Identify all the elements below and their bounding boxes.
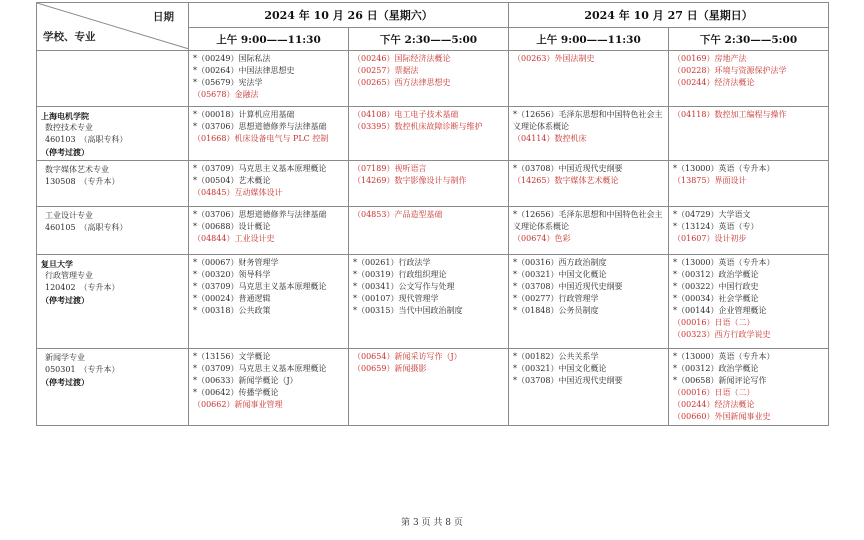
exam-course-practice: （00265）西方法律思想史 <box>353 78 451 87</box>
transition-note: （停考过渡） <box>41 377 89 387</box>
exam-course-practice: （03395）数控机床故障诊断与维护 <box>353 122 483 131</box>
session-header-d2-am: 上午 9:00——11:30 <box>509 28 669 51</box>
major-name: 工业设计专业 <box>45 211 93 220</box>
major-name: 行政管理专业 <box>45 271 93 280</box>
exam-session-cell <box>669 51 829 107</box>
exam-course-practice: （00246）国际经济法概论 <box>353 54 451 63</box>
exam-course: *（00067）财务管理学 <box>193 258 279 267</box>
exam-course-practice: （00674）色彩 <box>513 234 571 243</box>
exam-course: *（00341）公文写作与处理 <box>353 282 455 291</box>
exam-course: *（05679）宪法学 <box>193 78 263 87</box>
exam-session-cell <box>189 255 349 349</box>
exam-course: *（03709）马克思主义基本原理概论 <box>193 364 327 373</box>
major-name: 数字媒体艺术专业 <box>45 165 109 174</box>
exam-session-cell <box>669 349 829 426</box>
exam-course: *（03706）思想道德修养与法律基础 <box>193 122 327 131</box>
exam-course: *（03706）思想道德修养与法律基础 <box>193 210 327 219</box>
exam-course: *（12656）毛泽东思想和中国特色社会主义理论体系概论 <box>513 110 663 131</box>
exam-course-practice: （00257）票据法 <box>353 66 419 75</box>
exam-course-practice: （00016）日语（二） <box>673 318 755 327</box>
corner-school-label: 学校、专业 <box>43 31 96 43</box>
major-code-level: 460103 （高职专科） <box>45 135 128 144</box>
exam-course: *（00322）中国行政史 <box>673 282 759 291</box>
exam-course-practice: （00263）外国法制史 <box>513 54 595 63</box>
exam-course-practice: （01668）机床设备电气与 PLC 控制 <box>193 134 329 143</box>
exam-course: *（13000）英语（专升本） <box>673 164 775 173</box>
date-header-oct27: 2024 年 10 月 27 日（星期日） <box>509 3 829 28</box>
exam-course: *（00633）新闻学概论（J） <box>193 376 298 385</box>
exam-course: *（03709）马克思主义基本原理概论 <box>193 164 327 173</box>
exam-session-cell <box>189 107 349 161</box>
exam-session-cell <box>349 349 509 426</box>
university-name: 复旦大学 <box>41 259 73 269</box>
exam-course: *（13156）文学概论 <box>193 352 271 361</box>
school-major-cell <box>37 107 189 161</box>
exam-course-practice: （04853）产品造型基础 <box>353 210 443 219</box>
exam-session-cell <box>509 107 669 161</box>
exam-course-practice: （00244）经济法概论 <box>673 78 755 87</box>
exam-course: *（00321）中国文化概论 <box>513 364 607 373</box>
major-name: 新闻学专业 <box>45 353 85 362</box>
university-name: 上海电机学院 <box>41 111 89 121</box>
schedule-row <box>37 349 829 426</box>
session-header-d1-am: 上午 9:00——11:30 <box>189 28 349 51</box>
exam-course: *（00321）中国文化概论 <box>513 270 607 279</box>
exam-course: *（00642）传播学概论 <box>193 388 279 397</box>
exam-course: *（01848）公务员制度 <box>513 306 599 315</box>
schedule-row <box>37 51 829 107</box>
exam-course: *（13000）英语（专升本） <box>673 258 775 267</box>
major-code-level: 130508 （专升本） <box>45 177 120 186</box>
exam-course-practice: （04108）电工电子技术基础 <box>353 110 459 119</box>
exam-session-cell <box>349 107 509 161</box>
corner-header-cell <box>37 3 189 51</box>
exam-course: *（00319）行政组织理论 <box>353 270 447 279</box>
exam-course: *（00277）行政管理学 <box>513 294 599 303</box>
exam-session-cell <box>189 349 349 426</box>
exam-course-practice: （00660）外国新闻事业史 <box>673 412 771 421</box>
date-header-oct26: 2024 年 10 月 26 日（星期六） <box>189 3 509 28</box>
exam-session-cell <box>349 255 509 349</box>
exam-schedule-table <box>36 2 829 426</box>
major-name: 数控技术专业 <box>45 123 93 132</box>
corner-date-label: 日期 <box>153 11 174 23</box>
exam-course-practice: （00323）西方行政学说史 <box>673 330 771 339</box>
exam-session-cell <box>669 107 829 161</box>
transition-note: （停考过渡） <box>41 147 89 157</box>
exam-course: *（03708）中国近现代史纲要 <box>513 282 623 291</box>
exam-course: *（00312）政治学概论 <box>673 364 759 373</box>
exam-session-cell <box>349 161 509 207</box>
exam-course: *（13000）英语（专升本） <box>673 352 775 361</box>
exam-course: *（00144）企业管理概论 <box>673 306 767 315</box>
exam-course: *（00264）中国法律思想史 <box>193 66 295 75</box>
schedule-row <box>37 255 829 349</box>
school-major-cell <box>37 255 189 349</box>
session-header-d2-pm: 下午 2:30——5:00 <box>669 28 829 51</box>
exam-course: *（03708）中国近现代史纲要 <box>513 164 623 173</box>
exam-course: *（00312）政治学概论 <box>673 270 759 279</box>
exam-session-cell <box>669 161 829 207</box>
exam-course: *（00018）计算机应用基础 <box>193 110 295 119</box>
exam-session-cell <box>509 207 669 255</box>
exam-session-cell <box>189 51 349 107</box>
exam-course-practice: （04845）互动媒体设计 <box>193 188 283 197</box>
exam-course: *（00688）设计概论 <box>193 222 271 231</box>
exam-session-cell <box>189 161 349 207</box>
school-major-cell <box>37 349 189 426</box>
exam-course-practice: （04114）数控机床 <box>513 134 587 143</box>
exam-session-cell <box>349 51 509 107</box>
exam-course: *（00249）国际私法 <box>193 54 271 63</box>
exam-session-cell <box>669 255 829 349</box>
exam-course: *（13124）英语（专） <box>673 222 759 231</box>
schedule-row <box>37 207 829 255</box>
exam-session-cell <box>509 161 669 207</box>
exam-course-practice: （00016）日语（二） <box>673 388 755 397</box>
schedule-row <box>37 107 829 161</box>
exam-course-practice: （00659）新闻摄影 <box>353 364 427 373</box>
exam-course: *（03708）中国近现代史纲要 <box>513 376 623 385</box>
exam-course-practice: （04118）数控加工编程与操作 <box>673 110 787 119</box>
exam-course: *（00182）公共关系学 <box>513 352 599 361</box>
exam-course-practice: （07189）视听语言 <box>353 164 427 173</box>
exam-course: *（00504）艺术概论 <box>193 176 271 185</box>
exam-course-practice: （05678）金融法 <box>193 90 259 99</box>
exam-course: *（00034）社会学概论 <box>673 294 759 303</box>
exam-course-practice: （00654）新闻采访写作（J） <box>353 352 462 361</box>
school-major-cell <box>37 207 189 255</box>
page-number: 第 3 页 共 8 页 <box>401 518 463 528</box>
exam-course-practice: （00228）环境与资源保护法学 <box>673 66 787 75</box>
schedule-row <box>37 161 829 207</box>
exam-session-cell <box>509 255 669 349</box>
exam-course-practice: （00244）经济法概论 <box>673 400 755 409</box>
school-major-cell <box>37 161 189 207</box>
exam-session-cell <box>349 207 509 255</box>
exam-course: *（00315）当代中国政治制度 <box>353 306 463 315</box>
exam-course-practice: （13875）界面设计 <box>673 176 747 185</box>
exam-course-practice: （14265）数字媒体艺术概论 <box>513 176 619 185</box>
exam-course-practice: （00662）新闻事业管理 <box>193 400 283 409</box>
exam-course-practice: （01607）设计初步 <box>673 234 747 243</box>
exam-course-practice: （04844）工业设计史 <box>193 234 275 243</box>
exam-course: *（03709）马克思主义基本原理概论 <box>193 282 327 291</box>
exam-course: *（00024）普通逻辑 <box>193 294 271 303</box>
transition-note: （停考过渡） <box>41 295 89 305</box>
exam-session-cell <box>189 207 349 255</box>
school-major-cell <box>37 51 189 107</box>
exam-course-practice: （00169）房地产法 <box>673 54 747 63</box>
exam-course: *（00320）领导科学 <box>193 270 271 279</box>
exam-course: *（00107）现代管理学 <box>353 294 439 303</box>
exam-course: *（00316）西方政治制度 <box>513 258 607 267</box>
exam-session-cell <box>669 207 829 255</box>
exam-session-cell <box>509 51 669 107</box>
exam-course: *（00318）公共政策 <box>193 306 271 315</box>
session-header-d1-pm: 下午 2:30——5:00 <box>349 28 509 51</box>
major-code-level: 050301 （专升本） <box>45 365 120 374</box>
header-date-row <box>37 3 829 28</box>
major-code-level: 460105 （高职专科） <box>45 223 128 232</box>
exam-course: *（04729）大学语文 <box>673 210 751 219</box>
exam-course-practice: （14269）数字影像设计与制作 <box>353 176 467 185</box>
exam-course: *（00658）新闻评论写作 <box>673 376 767 385</box>
major-code-level: 120402 （专升本） <box>45 283 120 292</box>
exam-course: *（00261）行政法学 <box>353 258 431 267</box>
exam-session-cell <box>509 349 669 426</box>
exam-course: *（12656）毛泽东思想和中国特色社会主义理论体系概论 <box>513 210 663 231</box>
